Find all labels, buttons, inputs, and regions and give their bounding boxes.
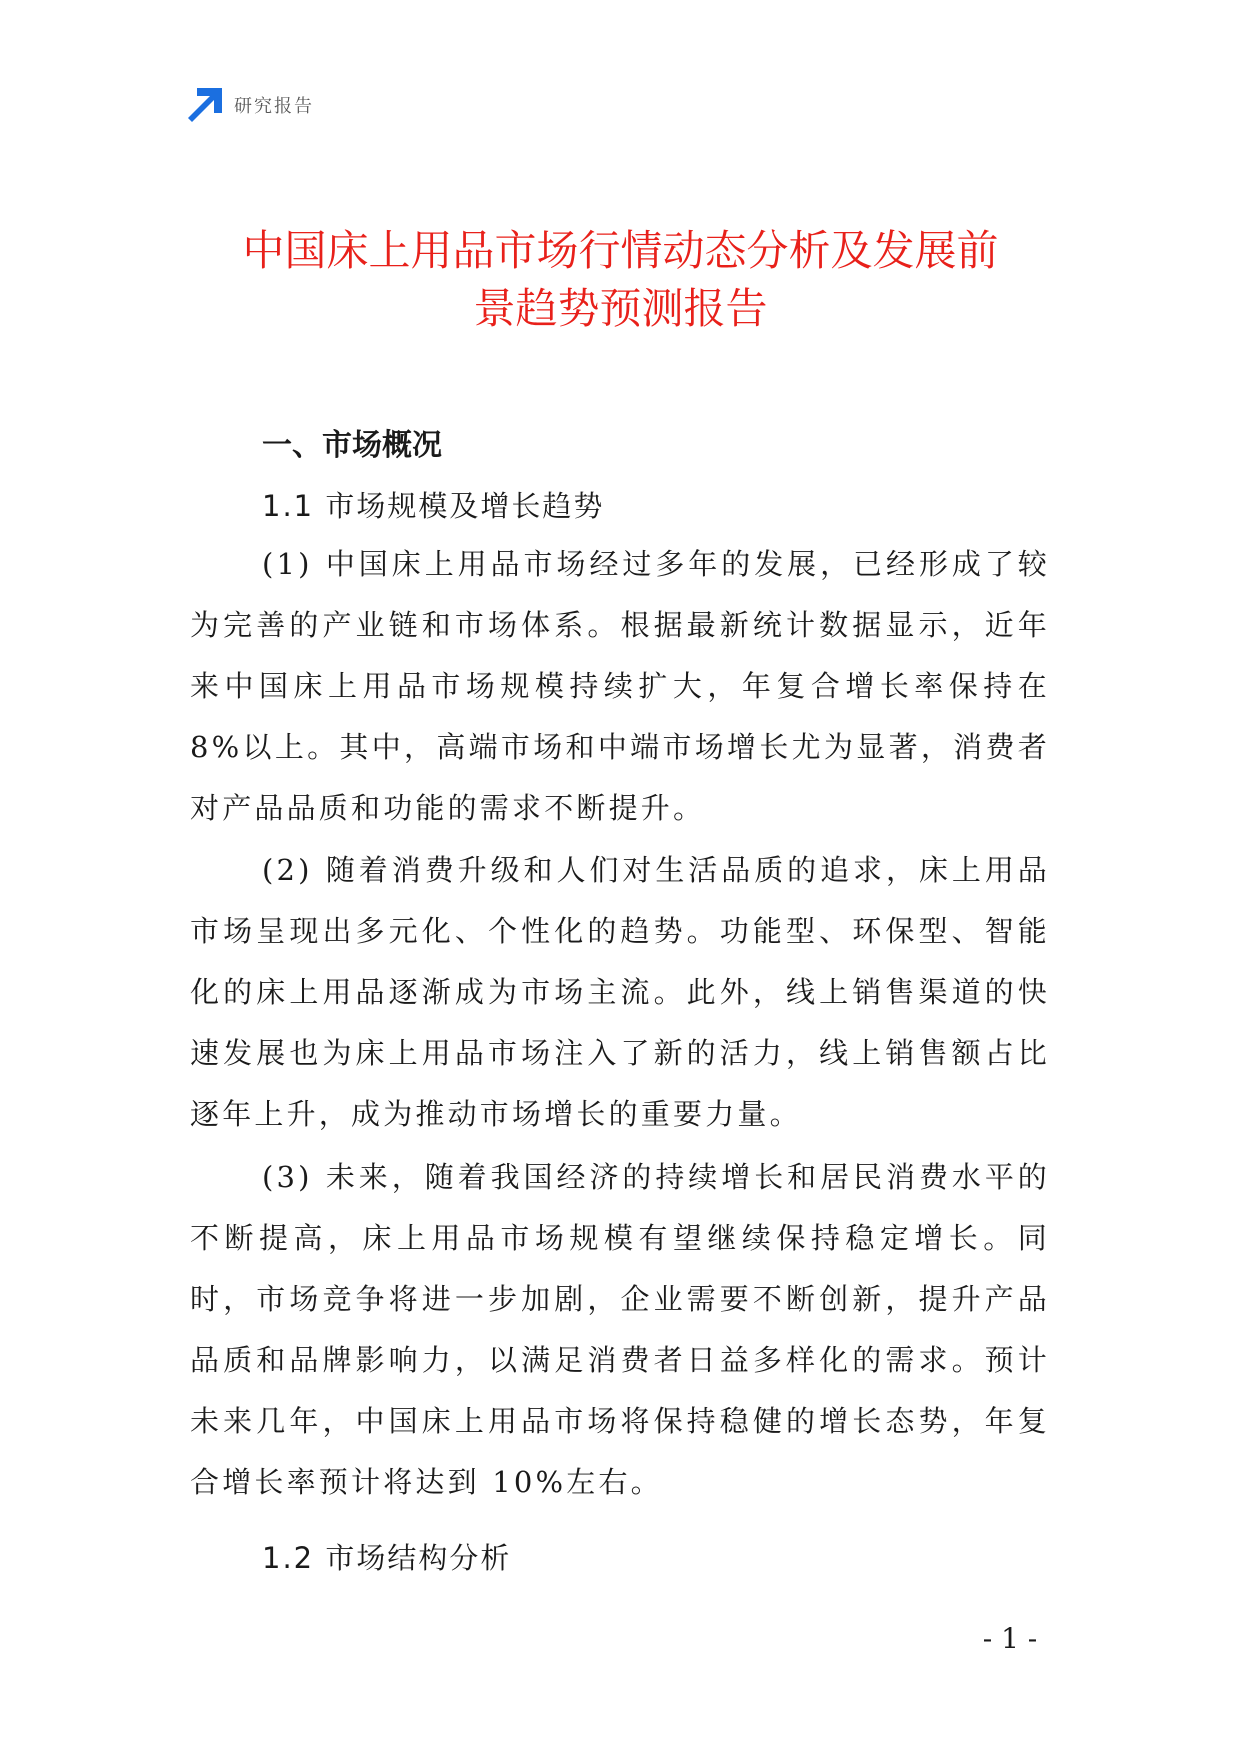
paragraph-3: (3) 未来，随着我国经济的持续增长和居民消费水平的不断提高，床上用品市场规模有望继续保持稳定增长。同时，市场竞争将进一步加剧，企业需要不断创新，提升产品品质和品牌影响力，以满足消费者日益多样化的需求。预计未来几年，中国床上用品市场将保持稳健的增长态势，年复合增长率预计将达到 10%左右。 bbox=[190, 1160, 1050, 1499]
title-line-1: 中国床上用品市场行情动态分析及发展前 bbox=[242, 226, 999, 275]
page-number: - 1 - bbox=[982, 1622, 1038, 1655]
title-line-2: 景趋势预测报告 bbox=[473, 284, 768, 333]
report-title bbox=[150, 222, 1091, 338]
paragraph-1: (1) 中国床上用品市场经过多年的发展，已经形成了较为完善的产业链和市场体系。根据最新统计数据显示，近年来中国床上用品市场规模持续扩大，年复合增长率保持在 8%以上。其中，高端市场和中端市场增长尤为显著，消费者对产品品质和功能的需求不断提升。 bbox=[190, 547, 1050, 825]
subheading-market-structure: 1.2 市场结构分析 bbox=[262, 1541, 512, 1575]
arrow-up-right-icon bbox=[188, 88, 222, 122]
header-label: 研究报告 bbox=[234, 96, 314, 117]
report-header bbox=[188, 88, 314, 122]
subheading-market-size: 1.1 市场规模及增长趋势 bbox=[262, 489, 605, 523]
paragraph-2: (2) 随着消费升级和人们对生活品质的追求，床上用品市场呈现出多元化、个性化的趋势。功能型、环保型、智能化的床上用品逐渐成为市场主流。此外，线上销售渠道的快速发展也为床上用品市场注入了新的活力，线上销售额占比逐年上升，成为推动市场增长的重要力量。 bbox=[190, 853, 1050, 1131]
section-heading-market-overview: 一、市场概况 bbox=[262, 428, 442, 463]
